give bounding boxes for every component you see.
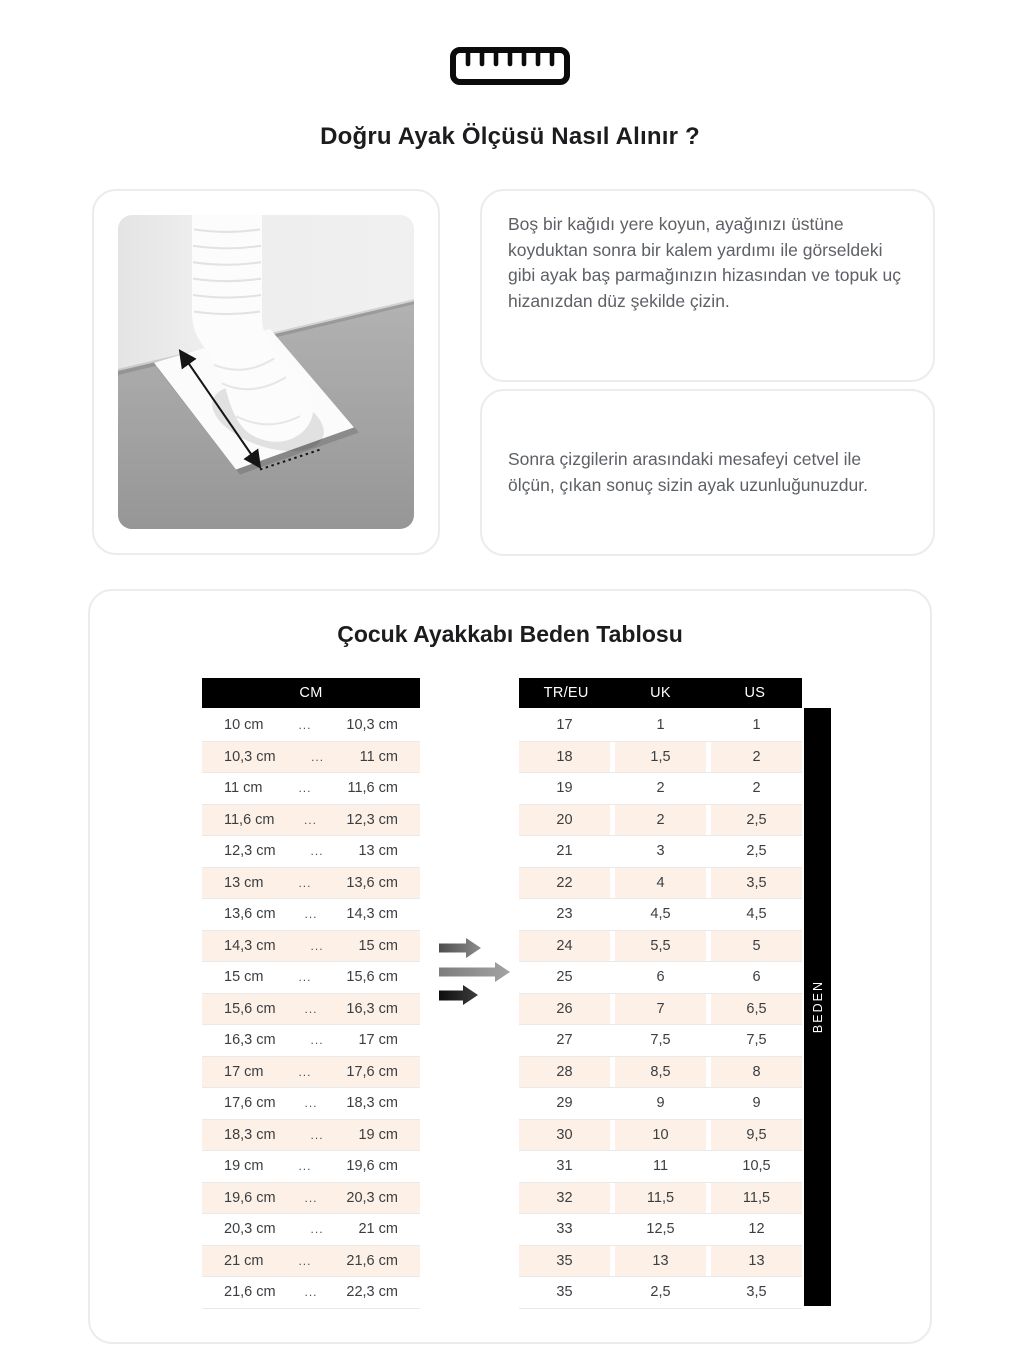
intl-header-cell: UK [650, 685, 671, 701]
size-cell: 22 [519, 868, 610, 899]
size-cell: 3,5 [711, 868, 802, 899]
size-cell: 10,5 [711, 1151, 802, 1182]
cm-from: 15 cm [224, 969, 264, 986]
intl-header-cell: TR/EU [543, 685, 589, 701]
size-cell: 2 [711, 742, 802, 773]
cm-from: 20,3 cm [224, 1221, 276, 1238]
range-separator: ... [298, 1253, 312, 1268]
cm-to: 11 cm [359, 748, 398, 765]
size-row [519, 1057, 802, 1089]
size-cell: 29 [519, 1088, 610, 1119]
cm-range-row [202, 1183, 420, 1215]
size-cell: 17 [519, 710, 610, 741]
cm-range-row [202, 1025, 420, 1057]
size-cell: 12 [711, 1214, 802, 1245]
size-cell: 28 [519, 1057, 610, 1088]
range-separator: ... [310, 1033, 324, 1048]
size-cell: 23 [519, 899, 610, 930]
size-cell: 30 [519, 1120, 610, 1151]
cm-from: 10,3 cm [224, 748, 276, 765]
cm-to: 17,6 cm [346, 1063, 398, 1080]
size-cell: 11,5 [711, 1183, 802, 1214]
cm-from: 13,6 cm [224, 906, 276, 923]
cm-range-row [202, 962, 420, 994]
page-title: Doğru Ayak Ölçüsü Nasıl Alınır ? [320, 123, 700, 150]
size-cell: 7 [615, 994, 706, 1025]
size-row [519, 773, 802, 805]
size-cell: 7,5 [711, 1025, 802, 1056]
size-cell: 5 [711, 931, 802, 962]
size-row [519, 1025, 802, 1057]
howto-section [92, 189, 935, 556]
instruction-steps [480, 189, 935, 556]
cm-from: 17,6 cm [224, 1095, 276, 1112]
cm-to: 17 cm [358, 1032, 398, 1049]
size-cell: 35 [519, 1277, 610, 1308]
range-separator: ... [310, 1222, 324, 1237]
cm-table-header: CM [202, 678, 420, 708]
cm-range-row [202, 773, 420, 805]
size-cell: 31 [519, 1151, 610, 1182]
size-row [519, 931, 802, 963]
cm-from: 21 cm [224, 1252, 264, 1269]
ruler-icon [449, 46, 571, 86]
size-cell: 20 [519, 805, 610, 836]
size-cell: 35 [519, 1246, 610, 1277]
size-row [519, 1088, 802, 1120]
step-text-2: Sonra çizgilerin arasındaki mesafeyi cetvel ile ölçün, çıkan sonuç sizin ayak uzunluğunuzdur. [508, 448, 868, 495]
size-cell: 6 [711, 962, 802, 993]
cm-from: 19 cm [224, 1158, 264, 1175]
size-cell: 3,5 [711, 1277, 802, 1308]
range-separator: ... [304, 1096, 318, 1111]
mapping-arrows-icon [439, 934, 515, 1006]
range-separator: ... [298, 1159, 312, 1174]
size-cell: 33 [519, 1214, 610, 1245]
size-cell: 6 [615, 962, 706, 993]
size-cell: 18 [519, 742, 610, 773]
size-cell: 13 [711, 1246, 802, 1277]
range-separator: ... [310, 844, 324, 859]
cm-from: 11,6 cm [224, 811, 275, 828]
foot-measurement-photo [118, 215, 414, 529]
size-row [519, 710, 802, 742]
range-separator: ... [304, 907, 318, 922]
cm-from: 13 cm [224, 874, 264, 891]
size-row [519, 742, 802, 774]
size-row [519, 1151, 802, 1183]
cm-range-row [202, 836, 420, 868]
foot-photo-card [92, 189, 440, 555]
intl-table-body [519, 710, 802, 1309]
cm-to: 12,3 cm [346, 811, 398, 828]
cm-table-body [202, 710, 420, 1309]
size-cell: 9,5 [711, 1120, 802, 1151]
cm-range-row [202, 1246, 420, 1278]
cm-range-row [202, 1277, 420, 1309]
size-cell: 11 [615, 1151, 706, 1182]
size-row [519, 1214, 802, 1246]
cm-from: 11 cm [224, 780, 263, 797]
size-cell: 21 [519, 836, 610, 867]
size-cell: 10 [615, 1120, 706, 1151]
cm-to: 21,6 cm [346, 1252, 398, 1269]
step-card-1 [480, 189, 935, 382]
size-row [519, 868, 802, 900]
size-table-card [88, 589, 932, 1344]
size-cell: 12,5 [615, 1214, 706, 1245]
size-cell: 11,5 [615, 1183, 706, 1214]
cm-to: 19,6 cm [346, 1158, 398, 1175]
size-cell: 2,5 [711, 836, 802, 867]
range-separator: ... [304, 1285, 318, 1300]
size-cell: 32 [519, 1183, 610, 1214]
intl-table-header-row [519, 678, 802, 708]
cm-range-row [202, 868, 420, 900]
size-cell: 2 [711, 773, 802, 804]
cm-from: 19,6 cm [224, 1189, 276, 1206]
step-card-2 [480, 389, 935, 556]
cm-from: 17 cm [224, 1063, 264, 1080]
range-separator: ... [311, 749, 325, 764]
size-cell: 13 [615, 1246, 706, 1277]
size-row [519, 836, 802, 868]
cm-to: 13,6 cm [346, 874, 398, 891]
cm-range-row [202, 994, 420, 1026]
tables-area [90, 678, 934, 1318]
size-row [519, 805, 802, 837]
beden-side-label [804, 708, 831, 1306]
cm-to: 15 cm [358, 937, 398, 954]
range-separator: ... [298, 1064, 312, 1079]
size-cell: 27 [519, 1025, 610, 1056]
header [0, 0, 1020, 151]
size-cell: 3 [615, 836, 706, 867]
cm-to: 19 cm [358, 1126, 398, 1143]
cm-to: 15,6 cm [346, 969, 398, 986]
size-cell: 9 [711, 1088, 802, 1119]
size-cell: 2 [615, 773, 706, 804]
size-cell: 4,5 [615, 899, 706, 930]
cm-to: 18,3 cm [346, 1095, 398, 1112]
size-row [519, 1277, 802, 1309]
range-separator: ... [304, 1190, 318, 1205]
size-cell: 9 [615, 1088, 706, 1119]
size-cell: 5,5 [615, 931, 706, 962]
cm-range-row [202, 1151, 420, 1183]
cm-from: 10 cm [224, 717, 264, 734]
size-cell: 25 [519, 962, 610, 993]
cm-to: 16,3 cm [346, 1000, 398, 1017]
cm-range-row [202, 742, 420, 774]
cm-from: 21,6 cm [224, 1284, 276, 1301]
cm-to: 13 cm [358, 843, 398, 860]
cm-range-row [202, 1057, 420, 1089]
size-cell: 1 [711, 710, 802, 741]
range-separator: ... [298, 718, 312, 733]
cm-range-row [202, 899, 420, 931]
cm-range-row [202, 1214, 420, 1246]
size-cell: 8 [711, 1057, 802, 1088]
size-cell: 4 [615, 868, 706, 899]
cm-to: 20,3 cm [346, 1189, 398, 1206]
range-separator: ... [298, 875, 312, 890]
size-cell: 2,5 [615, 1277, 706, 1308]
range-separator: ... [298, 781, 312, 796]
size-cell: 8,5 [615, 1057, 706, 1088]
cm-to: 10,3 cm [346, 717, 398, 734]
range-separator: ... [304, 1001, 318, 1016]
cm-range-row [202, 710, 420, 742]
cm-to: 22,3 cm [346, 1284, 398, 1301]
size-row [519, 962, 802, 994]
size-cell: 4,5 [711, 899, 802, 930]
cm-range-row [202, 805, 420, 837]
size-cell: 24 [519, 931, 610, 962]
size-cell: 2,5 [711, 805, 802, 836]
cm-from: 18,3 cm [224, 1126, 276, 1143]
range-separator: ... [310, 938, 324, 953]
cm-to: 21 cm [358, 1221, 398, 1238]
size-cell: 6,5 [711, 994, 802, 1025]
size-row [519, 994, 802, 1026]
intl-header-cell: US [744, 685, 766, 701]
cm-range-row [202, 931, 420, 963]
intl-size-table [519, 678, 802, 1309]
size-cell: 2 [615, 805, 706, 836]
cm-from: 14,3 cm [224, 937, 276, 954]
size-cell: 19 [519, 773, 610, 804]
range-separator: ... [303, 812, 317, 827]
cm-range-row [202, 1120, 420, 1152]
size-row [519, 899, 802, 931]
cm-to: 11,6 cm [347, 780, 398, 797]
cm-to: 14,3 cm [346, 906, 398, 923]
size-cell: 26 [519, 994, 610, 1025]
size-cell: 1 [615, 710, 706, 741]
beden-label-text: BEDEN [810, 980, 825, 1034]
cm-from: 15,6 cm [224, 1000, 276, 1017]
size-row [519, 1246, 802, 1278]
cm-from: 12,3 cm [224, 843, 276, 860]
size-row [519, 1120, 802, 1152]
cm-from: 16,3 cm [224, 1032, 276, 1049]
range-separator: ... [298, 970, 312, 985]
size-cell: 7,5 [615, 1025, 706, 1056]
size-row [519, 1183, 802, 1215]
step-text-1: Boş bir kağıdı yere koyun, ayağınızı üstüne koyduktan sonra bir kalem yardımı ile görseldeki gibi ayak baş parmağınızın hizasından ve topuk uç hizanızdan düz şekilde çizin. [508, 214, 902, 312]
cm-table [202, 678, 420, 1309]
table-title: Çocuk Ayakkabı Beden Tablosu [337, 621, 683, 647]
cm-range-row [202, 1088, 420, 1120]
size-cell: 1,5 [615, 742, 706, 773]
range-separator: ... [310, 1127, 324, 1142]
